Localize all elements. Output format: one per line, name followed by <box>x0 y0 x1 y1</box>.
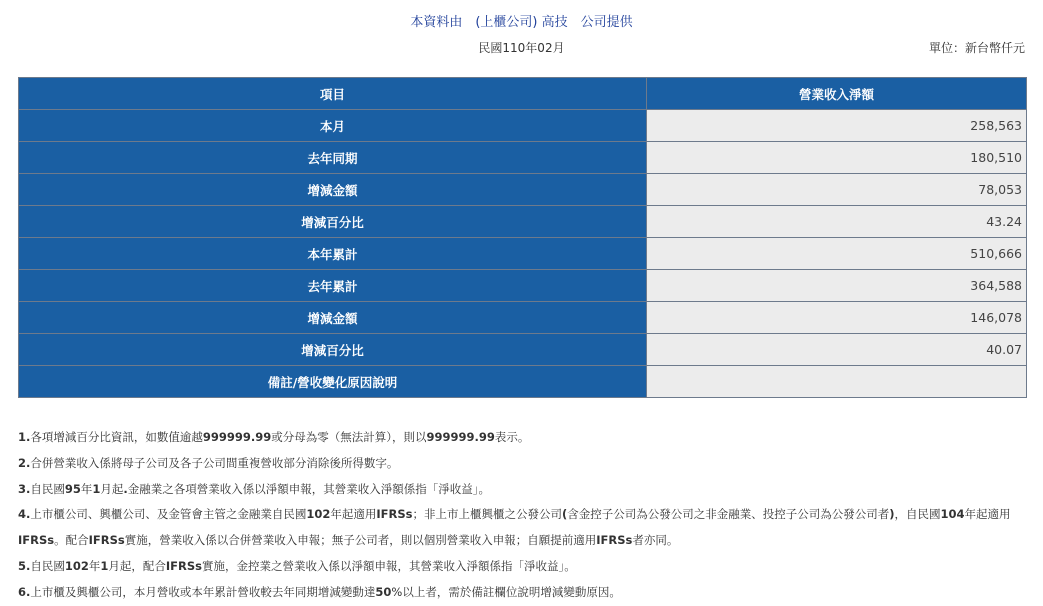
note-text: 年起適用 <box>330 507 377 522</box>
note-text: 合併營業收入係將母子公司及各子公司間重複營收部分消除後所得數字。 <box>30 455 399 470</box>
row-label-current-month: 本月 <box>19 110 647 142</box>
note-emph: IFRSs <box>18 533 55 548</box>
column-header-item: 項目 <box>19 78 647 110</box>
note-text: ，自民國 <box>894 507 941 522</box>
row-value-current-month: 258,563 <box>647 110 1027 142</box>
footnote-4-continued <box>18 528 1030 554</box>
note-text: 月起，配合 <box>108 558 166 573</box>
table-header-row <box>19 78 1027 110</box>
table-row <box>19 270 1027 302</box>
note-text: 年 <box>80 481 93 496</box>
row-value-ytd-change-percent: 40.07 <box>647 334 1027 366</box>
note-emph: 1 <box>92 481 101 496</box>
row-label-last-year-ytd: 去年累計 <box>19 270 647 302</box>
note-number: 1. <box>18 430 31 444</box>
footnote-1 <box>18 425 1030 451</box>
note-emph: 95 <box>64 481 81 496</box>
note-number: 5. <box>18 558 31 573</box>
note-number: 4. <box>18 507 31 522</box>
row-value-ytd: 510,666 <box>647 238 1027 270</box>
note-text: 實施，金控業之營業收入係以淨額申報，其營業收入淨額係指「淨收益」。 <box>202 558 576 573</box>
note-text: 月起 <box>100 481 124 496</box>
row-label-ytd-change-amount: 增減金額 <box>19 302 647 334</box>
footnote-3 <box>18 477 1030 503</box>
note-emph: 104 <box>940 507 965 522</box>
table-row <box>19 174 1027 206</box>
note-emph: 102 <box>306 507 331 522</box>
row-value-monthly-change-amount: 78,053 <box>647 174 1027 206</box>
note-emph: IFRSs <box>165 558 203 573</box>
note-number: 2. <box>18 455 31 470</box>
note-emph: IFRSs <box>596 533 633 548</box>
row-label-same-month-last-year: 去年同期 <box>19 142 647 174</box>
row-value-monthly-change-percent: 43.24 <box>647 206 1027 238</box>
row-label-remarks: 備註/營收變化原因說明 <box>19 366 647 398</box>
note-number: 6. <box>18 584 31 599</box>
currency-unit: 單位：新台幣仟元 <box>928 41 1025 55</box>
note-text: 年起適用 <box>964 507 1011 522</box>
note-text: 自民國 <box>30 481 65 496</box>
note-text: 者亦同。 <box>632 533 679 548</box>
note-text: 金融業之各項營業收入係以淨額申報，其營業收入淨額係指「淨收益」。 <box>127 481 491 496</box>
note-emph: 1 <box>100 558 109 573</box>
note-emph: 999999.99 <box>426 430 495 444</box>
note-emph: IFRSs <box>376 507 413 522</box>
report-period: 民國110年02月 <box>478 41 565 55</box>
table-row <box>19 110 1027 142</box>
table-row <box>19 238 1027 270</box>
note-text: 表示。 <box>494 430 530 444</box>
note-emph: 50 <box>375 584 392 599</box>
note-number: 3. <box>18 481 31 496</box>
note-text: 上市櫃公司、興櫃公司、及金管會主管之金融業自民國 <box>30 507 307 522</box>
note-text: 實施，營業收入係以合併營業收入申報；無子公司者，則以個別營業收入申報；自願提前適用 <box>124 533 597 548</box>
row-label-ytd-change-percent: 增減百分比 <box>19 334 647 366</box>
note-text: 或分母為零（無法計算），則以 <box>271 430 427 444</box>
table-row <box>19 334 1027 366</box>
note-text: 。配合 <box>54 533 89 548</box>
footnote-2 <box>18 451 1030 477</box>
note-text: 含金控子公司為公發公司之非金融業、投控子公司為公發公司者 <box>567 507 890 522</box>
note-text: 上市櫃及興櫃公司，本月營收或本年累計營收較去年同期增減變動達 <box>30 584 376 599</box>
note-emph: 102 <box>64 558 89 573</box>
row-label-ytd: 本年累計 <box>19 238 647 270</box>
note-emph: . <box>123 481 128 496</box>
note-emph: ) <box>889 507 895 522</box>
row-value-last-year-ytd: 364,588 <box>647 270 1027 302</box>
footnote-5 <box>18 554 1030 580</box>
row-value-same-month-last-year: 180,510 <box>647 142 1027 174</box>
row-value-ytd-change-amount: 146,078 <box>647 302 1027 334</box>
note-text: 自民國 <box>30 558 65 573</box>
table-row <box>19 302 1027 334</box>
footnotes <box>18 425 1030 606</box>
row-value-remarks <box>647 366 1027 398</box>
footnote-6 <box>18 580 1030 606</box>
note-emph: IFRSs <box>88 533 125 548</box>
table-row <box>19 142 1027 174</box>
note-text: %以上者，需於備註欄位說明增減變動原因。 <box>391 584 621 599</box>
note-text: 各項增減百分比資訊，如數值逾越 <box>30 430 203 444</box>
note-text: 年 <box>88 558 101 573</box>
revenue-table <box>18 77 1027 398</box>
table-row <box>19 366 1027 398</box>
row-label-monthly-change-percent: 增減百分比 <box>19 206 647 238</box>
row-label-monthly-change-amount: 增減金額 <box>19 174 647 206</box>
column-header-net-revenue: 營業收入淨額 <box>647 78 1027 110</box>
table-row <box>19 206 1027 238</box>
footnote-4 <box>18 502 1030 528</box>
note-text: ；非上市上櫃興櫃之公發公司 <box>412 507 563 522</box>
page-title: 本資料由 (上櫃公司) 高技 公司提供 <box>410 15 633 30</box>
note-emph: 999999.99 <box>202 430 272 444</box>
note-emph: ( <box>562 507 568 522</box>
